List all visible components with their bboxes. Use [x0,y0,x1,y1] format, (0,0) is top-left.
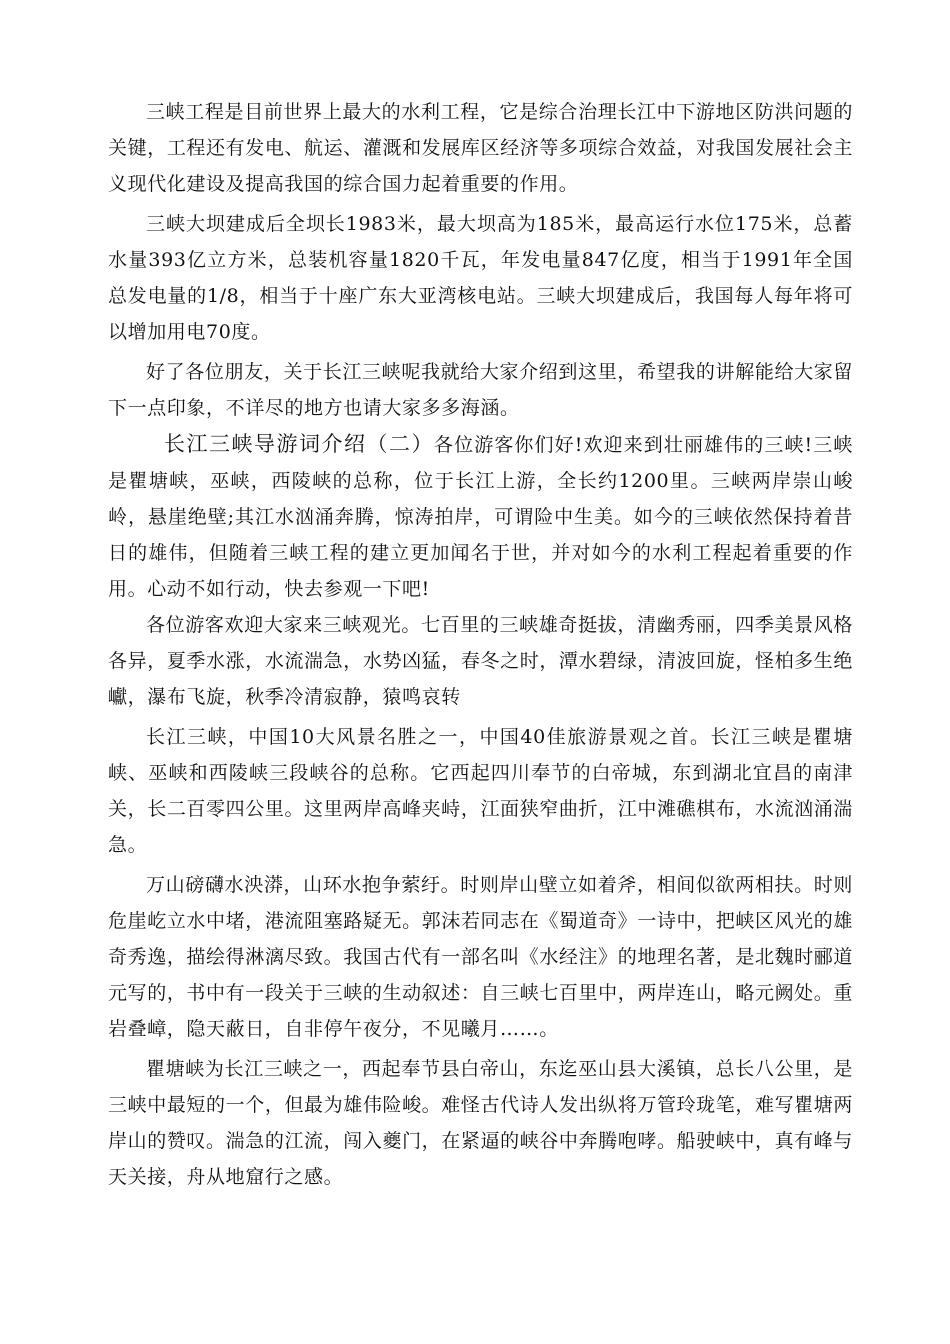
paragraph-scenic-overview: 长江三峡，中国10大风景名胜之一，中国40佳旅游景观之首。长江三峡是瞿塘峡、巫峡和西陵峡三段峡谷的总称。它西起四川奉节的白帝城，东到湖北宜昌的南津关，长二百零四公里。这里两岸高峰夹峙，江面狭窄曲折，江中滩礁棋布，水流汹涌湍急。 [108,726,853,856]
paragraph-three-gorges-project: 三峡工程是目前世界上最大的水利工程，它是综合治理长江中下游地区防洪问题的关键，工程还有发电、航运、灌溉和发展库区经济等多项综合效益，对我国发展社会主义现代化建设及提高我国的综合国力起着重要的作用。 [108,101,853,195]
paragraph-dam-statistics: 三峡大坝建成后全坝长1983米，最大坝高为185米，最高运行水位175米，总蓄水量393亿立方米，总装机容量1820千瓦，年发电量847亿度，相当于1991年全国总发电量的1/8，相当于十座广东大亚湾核电站。三峡大坝建成后，我国每人每年将可以增加用电70度。 [108,213,853,343]
section-two [108,426,853,607]
section-heading: 长江三峡导游词介绍（二） [164,432,435,456]
paragraph-closing-remarks: 好了各位朋友，关于长江三峡呢我就给大家介绍到这里，希望我的讲解能给大家留下一点印象，不详尽的地方也请大家多多海涵。 [108,361,853,419]
paragraph-poetry-description: 万山磅礴水泱漭，山环水抱争萦纡。时则岸山壁立如着斧，相间似欲两相扶。时则危崖屹立水中堵，港流阻塞路疑无。郭沫若同志在《蜀道奇》一诗中，把峡区风光的雄奇秀逸，描绘得淋漓尽致。我国古代有一部名叫《水经注》的地理名著，是北魏时郦道元写的，书中有一段关于三峡的生动叙述：自三峡七百里中，两岸连山，略元阙处。重岩叠嶂，隐天蔽日，自非停午夜分，不见曦月……。 [108,874,853,1040]
paragraph-section-intro: 各位游客你们好!欢迎来到壮丽雄伟的三峡!三峡是瞿塘峡，巫峡，西陵峡的总称，位于长江上游，全长约1200里。三峡两岸崇山峻岭，悬崖绝壁;其江水汹涌奔腾，惊涛拍岸，可谓险中生美。如今的三峡依然保持着昔日的雄伟，但随着三峡工程的建立更加闻名于世，并对如今的水利工程起着重要的作用。心动不如行动，快去参观一下吧! [108,434,853,600]
document-page [108,94,853,1199]
paragraph-welcome-sightseeing: 各位游客欢迎大家来三峡观光。七百里的三峡雄奇挺拔，清幽秀丽，四季美景风格各异，夏季水涨，水流湍急，水势凶猛，春冬之时，潭水碧绿，清波回旋，怪柏多生绝巘，瀑布飞旋，秋季冷清寂静，猿鸣哀转 [108,614,853,708]
paragraph-qutang-gorge: 瞿塘峡为长江三峡之一，西起奉节县白帝山，东迄巫山县大溪镇，总长八公里，是三峡中最短的一个，但最为雄伟险峻。难怪古代诗人发出纵将万管玲珑笔，难写瞿塘两岸山的赞叹。湍急的江流，闯入夔门，在紧逼的峡谷中奔腾咆哮。船驶峡中，真有峰与天关接，舟从地窟行之感。 [108,1058,853,1188]
